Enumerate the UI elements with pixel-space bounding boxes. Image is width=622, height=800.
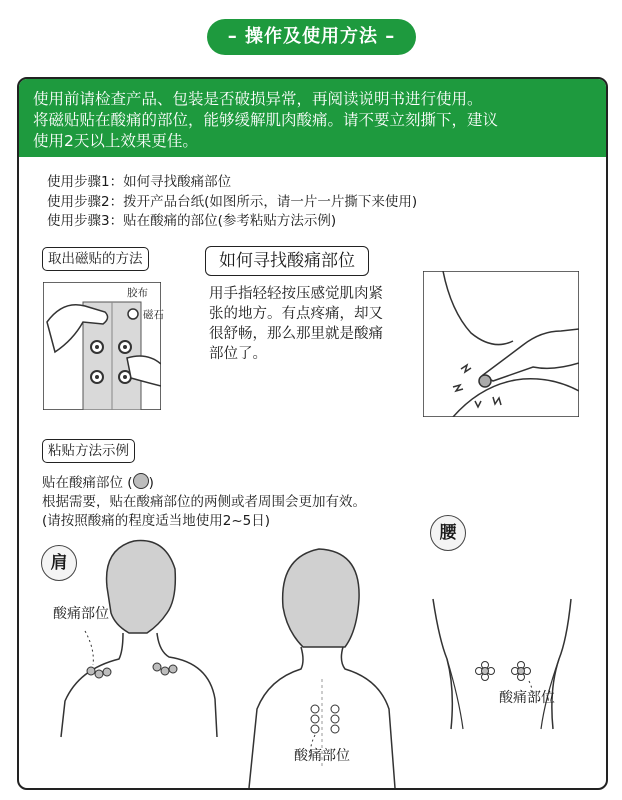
sore-label-shoulder: 酸痛部位 xyxy=(53,606,109,622)
shoulder-tag: 肩 xyxy=(41,545,77,581)
apply-line-2: 根据需要，贴在酸痛部位的两侧或者周围会更加有效。 xyxy=(42,494,366,510)
section-title: – 操作及使用方法 – xyxy=(207,19,416,55)
waist-tag: 腰 xyxy=(430,515,466,551)
sore-spot-marker-icon xyxy=(133,473,149,489)
find-sore-spot-text: 用手指轻轻按压感觉肌肉紧张的地方。有点疼痛，却又很舒畅，那么那里就是酸痛部位了。 xyxy=(209,286,383,362)
step-2: 使用步骤2：拨开产品台纸(如图所示，请一片一片撕下来使用) xyxy=(47,193,418,210)
apply-line-3: (请按照酸痛的程度适当地使用2~5日) xyxy=(42,513,271,529)
step-3: 使用步骤3：贴在酸痛的部位(参考粘贴方法示例) xyxy=(47,213,337,229)
notice-line-1: 使用前请检查产品、包装是否破损异常，再阅读说明书进行使用。 xyxy=(33,90,483,108)
instruction-card xyxy=(17,77,608,790)
label-magnet: 磁石 xyxy=(143,309,164,321)
sore-label-back: 酸痛部位 xyxy=(294,748,350,764)
notice-line-3: 使用2天以上效果更佳。 xyxy=(33,132,198,150)
apply-method-tag: 粘贴方法示例 xyxy=(42,439,135,463)
notice-line-2: 将磁贴贴在酸痛的部位，能够缓解肌肉酸痛。请不要立刻撕下，建议 xyxy=(33,111,499,129)
apply-line-1-text: 贴在酸痛部位 ( xyxy=(42,475,133,491)
step-1: 使用步骤1：如何寻找酸痛部位 xyxy=(47,174,232,190)
apply-line-1 xyxy=(42,473,366,493)
apply-line-1-close: ) xyxy=(148,475,154,491)
sore-label-waist: 酸痛部位 xyxy=(499,690,555,706)
label-cloth: 胶布 xyxy=(127,287,148,299)
remove-patch-illustration xyxy=(43,282,161,410)
remove-method-tag: 取出磁贴的方法 xyxy=(42,247,149,271)
steps-list xyxy=(47,173,417,232)
apply-instructions xyxy=(42,473,366,531)
usage-notice-banner xyxy=(19,79,606,157)
finger-press-illustration xyxy=(423,271,579,417)
find-sore-spot-tag: 如何寻找酸痛部位 xyxy=(205,246,369,276)
